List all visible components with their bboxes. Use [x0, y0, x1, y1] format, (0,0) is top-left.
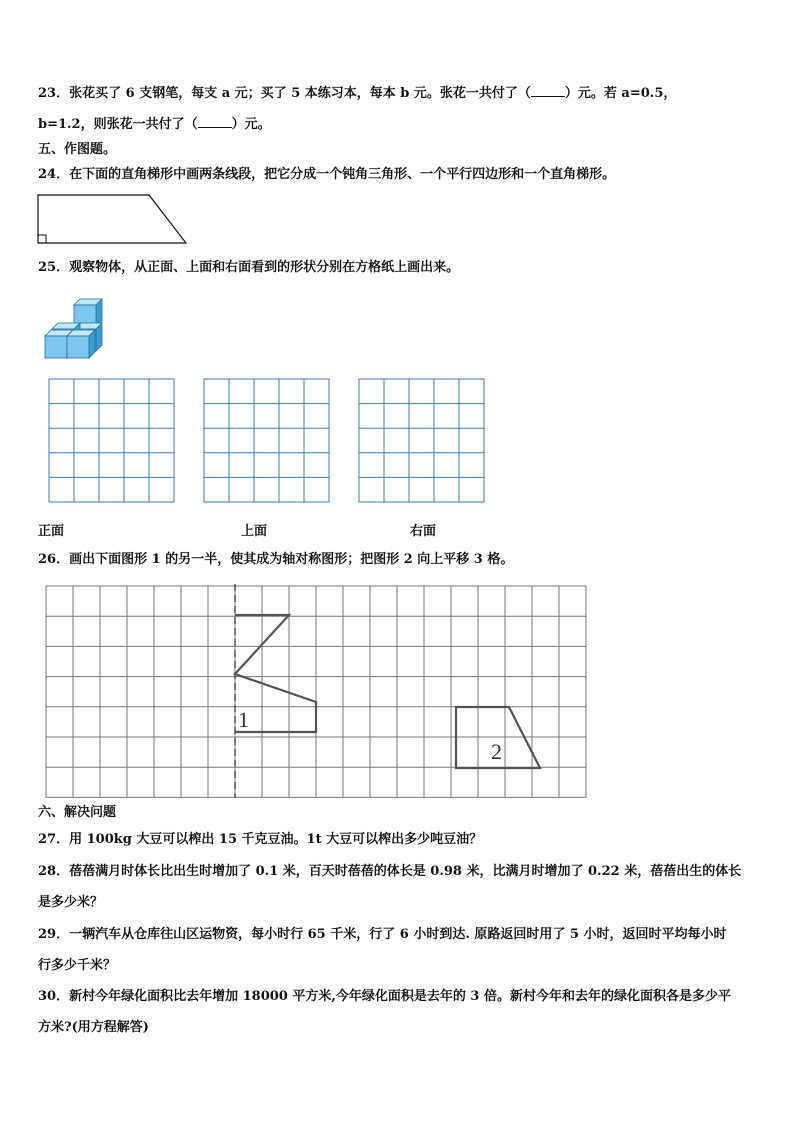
q23-answer-blank-2[interactable]	[198, 115, 232, 128]
q23-text-a: 23．张花买了 6 支钢笔，每支 a 元；买了 5 本练习本，每本 b 元。张花一共付了（	[38, 86, 531, 101]
q24-text: 24．在下面的直角梯形中画两条线段，把它分成一个钝角三角形、一个平行四边形和一个直角梯形。	[38, 167, 616, 182]
symmetry-translation-grid[interactable]	[40, 582, 605, 804]
cube-stack-figure	[44, 297, 110, 359]
right-view-label: 右面	[410, 524, 437, 539]
q29-line2: 行多少千米？	[38, 958, 117, 973]
right-view-grid[interactable]	[358, 378, 485, 503]
figure-1-label: 1	[238, 707, 249, 732]
figure-2-label: 2	[491, 739, 502, 764]
q23-text-b: ）元。若 a=0.5，	[564, 86, 677, 101]
top-view-label: 上面	[241, 524, 268, 539]
q23-line1	[38, 84, 676, 102]
q23-line2	[38, 115, 271, 133]
q23-answer-blank-1[interactable]	[531, 84, 565, 97]
right-trapezoid-figure[interactable]	[36, 192, 192, 248]
q28-line1: 28．蓓蓓满月时体长比出生时增加了 0.1 米，百天时蓓蓓的体长是 0.98 米，比满月时增加了 0.22 米，蓓蓓出生的体长	[38, 864, 742, 879]
top-view-grid[interactable]	[203, 378, 330, 503]
front-view-grid[interactable]	[48, 378, 175, 503]
section-6-heading: 六、解决问题	[38, 805, 117, 820]
q23-text-d: ）元。	[231, 117, 271, 132]
q28-line2: 是多少米？	[38, 895, 104, 910]
section-5-heading: 五、作图题。	[38, 142, 117, 157]
q25-text: 25．观察物体，从正面、上面和右面看到的形状分别在方格纸上画出来。	[38, 260, 460, 275]
q27-text: 27．用 100kg 大豆可以榨出 15 千克豆油。1t 大豆可以榨出多少吨豆油？	[38, 832, 483, 847]
q30-line2: 方米?(用方程解答)	[38, 1020, 149, 1035]
q29-line1: 29．一辆汽车从仓库往山区运物资，每小时行 65 千米，行了 6 小时到达. 原路返回时用了 5 小时，返回时平均每小时	[38, 927, 727, 942]
q26-text: 26．画出下面图形 1 的另一半，使其成为轴对称图形；把图形 2 向上平移 3 格。	[38, 552, 514, 567]
front-view-label: 正面	[38, 524, 65, 539]
q23-text-c: b=1.2，则张花一共付了（	[38, 117, 198, 132]
q30-line1: 30．新村今年绿化面积比去年增加 18000 平方米,今年绿化面积是去年的 3 倍。新村今年和去年的绿化面积各是多少平	[38, 989, 731, 1004]
